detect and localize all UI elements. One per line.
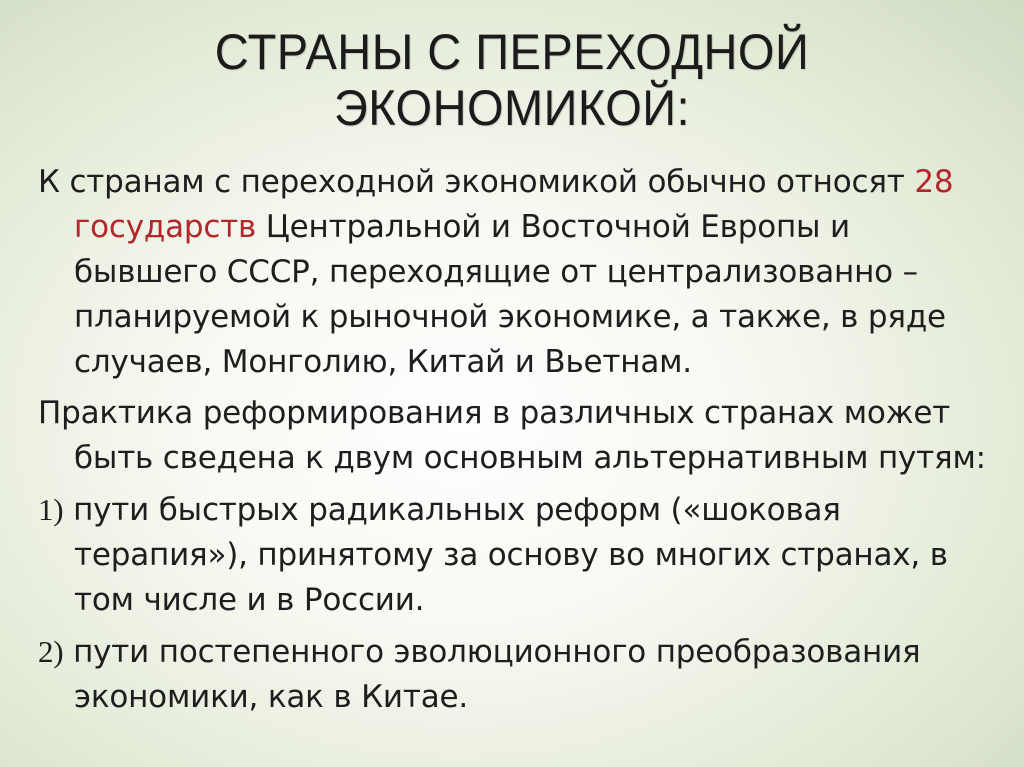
list-marker-2: 2): [38, 634, 64, 669]
list-item-gradual-reform: [38, 629, 998, 720]
paragraph-reform-practice: Практика реформирования в различных странах может быть сведена к двум основным альтернативным путям:: [38, 395, 986, 476]
list-item-1-text: пути быстрых радикальных реформ («шоковая терапия»), принятому за основу во многих странах, в том числе и в России.: [63, 492, 948, 618]
list-marker-1: 1): [38, 492, 64, 527]
slide-title-line-2: ЭКОНОМИКОЙ:: [333, 80, 691, 136]
paragraph-transition-countries: [38, 160, 998, 385]
highlight-28-states: 28 государств: [74, 164, 954, 245]
slide-title: [31, 24, 994, 136]
paragraph-1-rest: Центральной и Восточной Европы и бывшего СССР, переходящие от централизованно – планируемой к рыночной экономике, а также, в ряде случаев, Монголию, Китай и Вьетнам.: [74, 209, 946, 380]
list-item-shock-therapy: [38, 487, 998, 623]
list-item-2-text: пути постепенного эволюционного преобразования экономики, как в Китае.: [63, 634, 921, 715]
paragraph-1-intro: К странам с переходной экономикой обычно относят: [38, 164, 915, 200]
slide-title-line-1: СТРАНЫ С ПЕРЕХОДНОЙ: [214, 24, 810, 80]
slide-body: [38, 160, 998, 726]
